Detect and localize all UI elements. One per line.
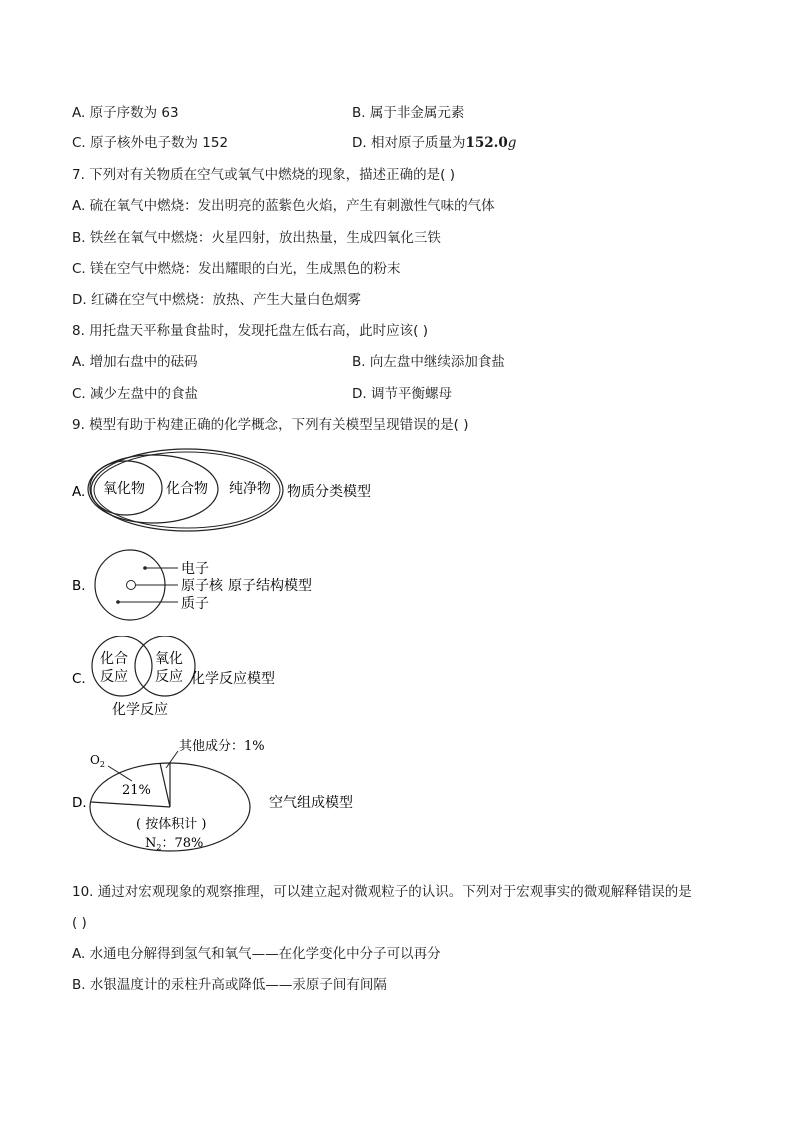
q8-option-c: C. 减少左盘中的食盐 (72, 386, 199, 402)
q9-figure-b-caption: 原子结构模型 (228, 578, 312, 594)
q8-stem: 8. 用托盘天平称量食盐时，发现托盘左低右高，此时应该( ) (72, 323, 428, 339)
q9-figure-d-o2-subscript: 2 (99, 760, 105, 769)
q6-option-d-value: 152.0 (465, 135, 508, 151)
q9-figure-c-left-line2: 反应 (100, 669, 128, 685)
q9-figure-a-outer-label: 纯净物 (229, 481, 271, 497)
q9-figure-d-divider-o2 (91, 802, 170, 807)
q9-figure-a-caption: 物质分类模型 (287, 484, 371, 500)
q9-figure-d-n2-subscript: 2 (156, 843, 162, 852)
q9-figure-d-label: D. (72, 795, 87, 811)
q9-figure-a-inner-label: 氧化物 (103, 481, 145, 497)
q7-option-d: D. 红磷在空气中燃烧：放热、产生大量白色烟雾 (72, 292, 361, 308)
q9-figure-d-n2-percent: ：78% (161, 836, 204, 851)
q6-option-d-unit: g (507, 135, 517, 151)
q9-figure-c-right-line1: 氧化 (155, 651, 183, 667)
q9-figure-a-label: A. (72, 484, 86, 500)
q6-option-a: A. 原子序数为 63 (72, 105, 179, 121)
q9-figure-a-middle-label: 化合物 (166, 481, 208, 497)
q6-option-b: B. 属于非金属元素 (352, 105, 465, 121)
q9-figure-b-electron-label: 电子 (181, 561, 209, 577)
q6-option-d-prefix: D. 相对原子质量为 (352, 135, 466, 151)
q8-option-b: B. 向左盘中继续添加食盐 (352, 354, 505, 370)
q9-figure-d-o2-percent: 21% (122, 783, 151, 798)
q10-option-a: A. 水通电分解得到氢气和氧气——在化学变化中分子可以再分 (72, 946, 441, 962)
q7-stem: 7. 下列对有关物质在空气或氧气中燃烧的现象，描述正确的是( ) (72, 167, 455, 183)
q9-figure-d-n2-label (145, 836, 203, 852)
q9-figure-d-o2-symbol: O (90, 753, 100, 767)
q9-figure-c-label: C. (72, 671, 86, 687)
q9-figure-c (60, 636, 320, 720)
q9-figure-c-caption: 化学反应模型 (191, 671, 275, 687)
q6-option-c: C. 原子核外电子数为 152 (72, 135, 229, 151)
q9-figure-b-nucleus-circle (127, 581, 136, 590)
q9-figure-c-below-label: 化学反应 (112, 702, 168, 718)
q9-figure-d-divider-other-left (160, 763, 170, 807)
q7-option-c: C. 镁在空气中燃烧：发出耀眼的白光，生成黑色的粉末 (72, 261, 401, 277)
q9-figure-c-right-line2: 反应 (155, 669, 183, 685)
q9-figure-b-label: B. (72, 578, 86, 594)
q7-option-a: A. 硫在氧气中燃烧：发出明亮的蓝紫色火焰，产生有刺激性气味的气体 (72, 198, 495, 214)
q9-figure-d-other-pointer (166, 751, 178, 768)
q9-figure-d-caption: 空气组成模型 (269, 795, 353, 811)
q7-option-b: B. 铁丝在氧气中燃烧：火星四射，放出热量，生成四氧化三铁 (72, 230, 441, 246)
q10-option-b: B. 水银温度计的汞柱升高或降低——汞原子间有间隔 (72, 977, 387, 993)
q10-stem-line1: 10. 通过对宏观现象的观察推理，可以建立起对微观粒子的认识。下列对于宏观事实的微观解释错误的是 (72, 884, 692, 900)
q9-figure-a (60, 446, 400, 538)
q9-figure-b (60, 548, 360, 622)
q10-stem-line2: ( ) (72, 915, 87, 931)
q9-figure-d-n2-symbol: N (145, 836, 157, 851)
q8-option-a: A. 增加右盘中的砝码 (72, 354, 198, 370)
q9-figure-d-other-label: 其他成分：1% (179, 739, 265, 754)
q9-figure-d-note: ( 按体积计 ) (136, 817, 207, 832)
q9-stem: 9. 模型有助于构建正确的化学概念，下列有关模型呈现错误的是( ) (72, 417, 469, 433)
q9-figure-d (60, 734, 370, 856)
q9-figure-b-proton-label: 质子 (181, 596, 209, 612)
q9-figure-c-left-line1: 化合 (100, 651, 128, 667)
q6-option-d (352, 134, 516, 152)
q9-figure-d-o2-label (90, 753, 105, 769)
q9-figure-b-nucleus-label: 原子核 (181, 578, 223, 594)
q9-figure-d-o2-pointer (108, 766, 132, 781)
q8-option-d: D. 调节平衡螺母 (352, 386, 452, 402)
